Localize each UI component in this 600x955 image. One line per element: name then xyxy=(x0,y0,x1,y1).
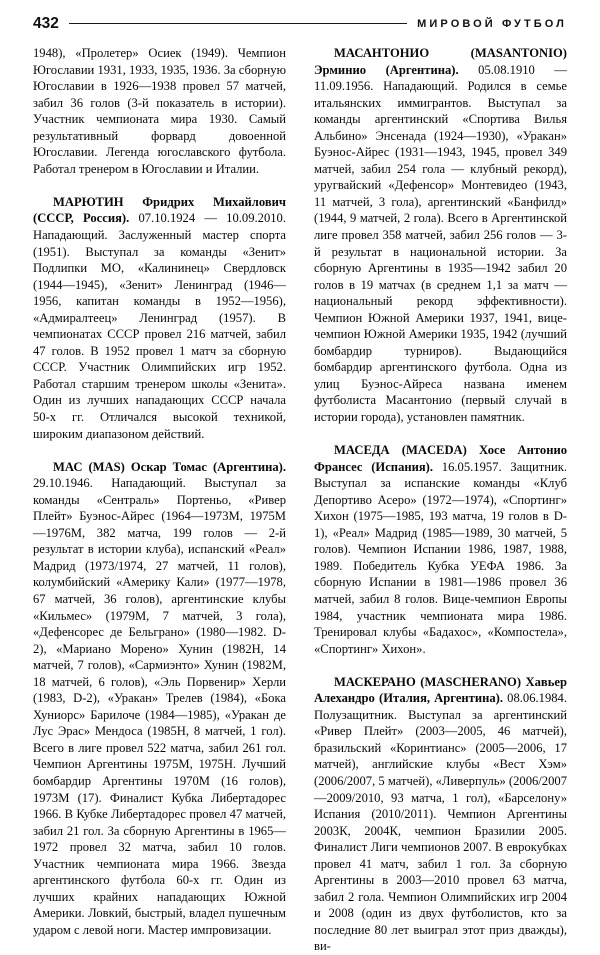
entry-spacer xyxy=(33,442,286,459)
entry-headword: МАСКЕРАНО (MASCHERANO) Хавьер Алехандро (Италия, Аргентина). xyxy=(314,674,567,706)
text-columns xyxy=(33,45,568,954)
entry-body: 16.05.1957. Защитник. Выступал за испанские команды «Клуб Депортиво Асеро» (1972—1974), «Спортинг» Хихон (1975—1985, 193 матча, 19 голов в D-1), «Реал» Мадрид (1985—1989, 30 матчей, 5 голов). Чемпион Испании 1986, 1987, 1988, 1989. Победитель Кубка УЕФА 1986. За сборную Испании в 1981—1986 провел 36 матчей, забил 8 голов. Вице-чемпион Европы 1984, участник чемпионата мира 1986. Тренировал клубы «Бадахос», «Компостела», «Спортинг» Хихон». xyxy=(314,459,567,656)
entry-spacer xyxy=(33,177,286,194)
page-number: 432 xyxy=(33,15,59,33)
entry-headword: МАСАНТОНИО (MASANTONIO) Эрминио (Аргентина). xyxy=(314,46,567,77)
entry-body: 29.10.1946. Нападающий. Выступал за команды «Сентраль» Портеньо, «Ривер Плейт» Буэнос-Айрес (1964—1973М, 1975М—1976М, 382 матча, 199 голов — 2-й результат в истории клуба), испанский «Реал» Мадрид (1973/1974, 27 матчей, 11 голов), колумбийский «Америку Кали» (1977—1978, 67 матчей, 36 голов), аргентинские клубы «Кильмес» (1979М, 7 матчей, 3 гола), «Дефенсорес де Бельграно» (1980—1982. D-2), «Мариано Морено» Хунин (1982Н, 14 матчей, 7 голов), «Сармиэнто» Хунин (1982М, 18 матчей, 6 голов), «Эль Порвенир» Херли (1983, D-2), «Уракан» Трелев (1984), «Бока Хуниорс» Барилоче (1984—1985), «Уракан де Лус Эрас» Мендоса (1985Н, 8 матчей, 1 гол). Всего в лиге провел 522 матча, забил 261 гол. Чемпион Аргентины 1975М, 1975Н. Лучший бомбардир Аргентины 1970М (16 голов), 1973М (17). Финалист Кубка Либертадорес 1966. В Кубке Либертадорес провел 47 матчей, забил 21 гол. За сборную Аргентины в 1965—1972 провел 32 матча, забил 10 голов. Участник чемпионата мира 1966. Звезда аргентинского футбола 60-х гг. Один из лучших крайних нападающих Южной Америки. Ловкий, быстрый, владел пушечным ударом с левой ноги. Мастер импровизации. xyxy=(33,476,286,937)
entry-body: 07.10.1924 — 10.09.2010. Нападающий. Заслуженный мастер спорта (1951). Выступал за команды «Зенит» Подлипки МО, «Калининец» Свердловск (1944—1945), «Зенит» Ленинград (1946—1956, капитан команды в 1952—1956), «Адмиралтеец» Ленинград (1957). В чемпионатах СССР провел 216 матчей, забил 47 голов. В 1952 провел 1 матч за сборную СССР. Участник Олимпийских игр 1952. Работал старшим тренером школы «Зенита». Один из лучших нападающих СССР начала 50-х гг. Отличался высокой техникой, широким диапазоном действий. xyxy=(33,211,286,441)
left-column xyxy=(33,45,286,937)
entry-mascherano xyxy=(314,674,567,955)
right-column xyxy=(314,45,568,954)
running-head xyxy=(33,14,567,36)
entry-headword: МАС (MAS) Оскар Томас (Аргентина). xyxy=(53,459,286,474)
entry-body: 08.06.1984. Полузащитник. Выступал за аргентинский «Ривер Плейт» (2003—2005, 46 матчей), бразильский «Коринтианс» (2005—2006, 17 матчей), английские клубы «Вест Хэм» (2006/2007, 5 матчей), «Ливерпуль» (2006/2007—2009/2010, 93 матча, 1 гол), «Барселону» Испания (2010/2011). Чемпион Аргентины 2003К, 2004К, чемпион Бразилии 2005. Финалист Лиги чемпионов 2007. В еврокубках провел 41 матч, забил 1 гол. За сборную Аргентины в 2003—2010 провел 63 матча, забил 2 гола. Чемпион Олимпийских игр 2004 и 2008 (один из двух футболистов, кто за последние 80 лет выиграл этот приз дважды), ви- xyxy=(314,691,568,954)
entry-maryutin xyxy=(33,194,286,442)
entry-maceda xyxy=(314,442,567,657)
entry-headword: МАСЕДА (MACEDA) Хосе Антонио Франсес (Испания). xyxy=(314,443,567,474)
paragraph-continuation: 1948), «Пролетер» Осиек (1949). Чемпион Югославии 1931, 1933, 1935, 1936. За сборную Югославии в 1926—1938 провел 57 матчей, забил 36 голов (3-й показатель в истории). Участник чемпионата мира 1930. Самый результативный форвард довоенной Югославии. Легенда югославского футбола. Работал тренером в Югославии и Италии. xyxy=(33,46,286,176)
header-rule xyxy=(69,23,407,24)
entry-mas xyxy=(33,459,286,939)
entry-headword: МАРЮТИН Фридрих Михайлович (СССР, Россия). xyxy=(33,194,286,226)
entry-spacer xyxy=(314,657,567,674)
entry-spacer xyxy=(314,426,567,443)
section-title: МИРОВОЙ ФУТБОЛ xyxy=(417,17,567,30)
entry-masantonio xyxy=(314,45,567,426)
entry-body: 05.08.1910 — 11.09.1956. Нападающий. Родился в семье итальянских иммигрантов. Выступал за команды аргентинский «Спортива Вилья Альбино» Энсенада (1924—1930), «Уракан» Буэнос-Айрес (1931—1943, 1945, провел 349 матчей, забил 254 гола — клубный рекорд), уругвайский «Дефенсор» Монтевидео (1943, 11 матчей, 3 гола), аргентинский «Банфилд» (1944, 9 матчей, 2 гола). Всего в Аргентинской лиге провел 358 матчей, забил 256 голов — 3-й результат в национальной истории. За сборную Аргентины в 1935—1942 забил 20 голов в 19 матчах (в среднем 1,1 за матч — национальный рекорд эффективности). Чемпион Южной Америки 1937, 1941, вице-чемпион Южной Америки 1935, 1942 (лучший бомбардир турниров). Выдающийся бомбардир аргентинского футбола. Одна из улиц Буэнос-Айреса названа именем футболиста Масантонио (первый случай в истории города), установлен памятник. xyxy=(314,62,567,425)
